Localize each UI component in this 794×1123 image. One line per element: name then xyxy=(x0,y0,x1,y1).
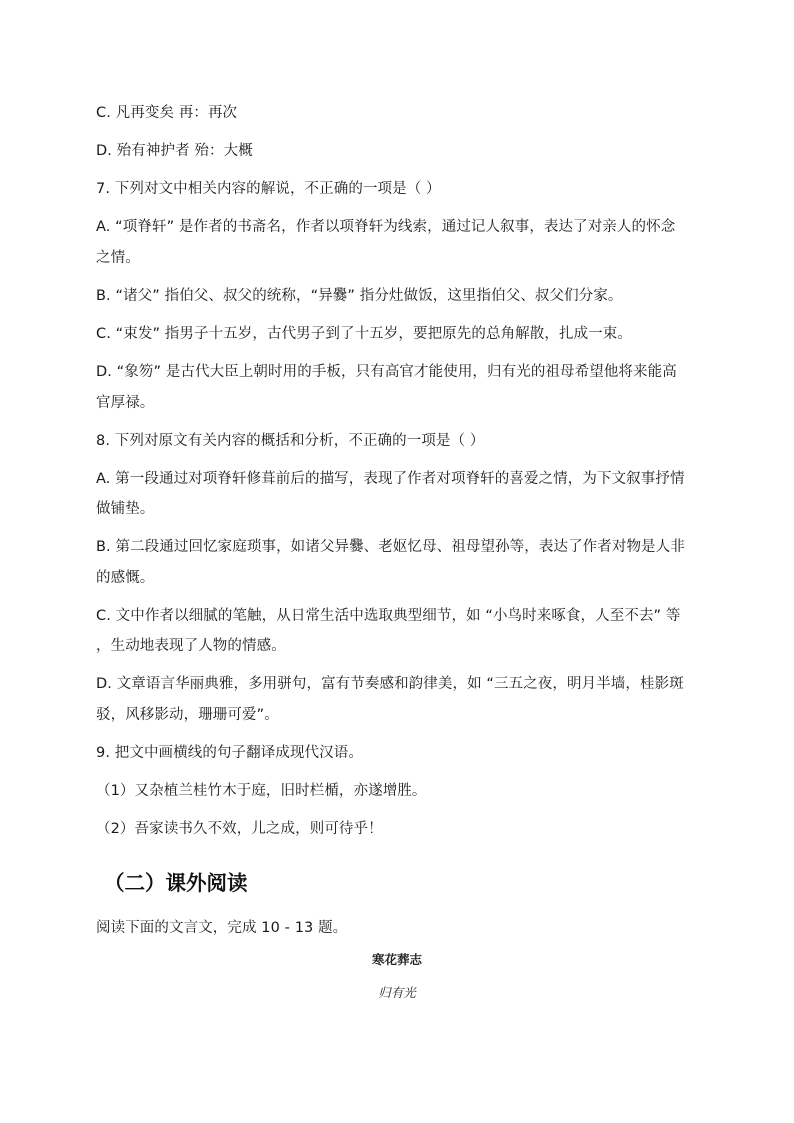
option-b-q8-line2: 的感慨。 xyxy=(96,570,155,586)
option-c-q8-line1: C. 文中作者以细腻的笔触，从日常生活中选取典型细节，如 “小鸟时来啄食，人至不去” 等 xyxy=(96,608,681,624)
option-c-q8-line2: ，生动地表现了人物的情感。 xyxy=(96,638,286,654)
question-7: 7. 下列对文中相关内容的解说，不正确的一项是（ ） xyxy=(96,181,441,197)
option-b-q7: B. “诸父” 指伯父、叔父的统称，“异爨” 指分灶做饭，这里指伯父、叔父们分家。 xyxy=(96,288,623,304)
option-a-q8-line1: A. 第一段通过对项脊轩修葺前后的描写，表现了作者对项脊轩的喜爱之情，为下文叙事抒情 xyxy=(96,471,685,487)
question-9: 9. 把文中画横线的句子翻译成现代汉语。 xyxy=(96,745,363,761)
passage-title: 寒花葬志 xyxy=(371,952,422,967)
section-heading: （二）课外阅读 xyxy=(104,871,248,895)
option-c-q7: C. “束发” 指男子十五岁，古代男子到了十五岁，要把原先的总角解散，扎成一束。 xyxy=(96,326,632,342)
option-d-q8-line1: D. 文章语言华丽典雅，多用骈句，富有节奏感和韵律美，如 “三五之夜，明月半墙，桂影斑 xyxy=(96,676,684,692)
q9-sentence-2: （2）吾家读书久不效，儿之成，则可待乎！ xyxy=(96,821,383,837)
option-a-q7-line2: 之情。 xyxy=(96,250,140,266)
option-a-q7-line1: A. “项脊轩” 是作者的书斋名，作者以项脊轩为线索，通过记人叙事，表达了对亲人的怀念 xyxy=(96,219,676,235)
q9-sentence-1: （1）又杂植兰桂竹木于庭，旧时栏楯，亦遂增胜。 xyxy=(96,783,427,799)
option-a-q8-line2: 做铺垫。 xyxy=(96,501,155,517)
option-c-q6: C. 凡再变矣 再：再次 xyxy=(96,105,238,121)
passage-author: 归有光 xyxy=(378,985,416,1000)
option-d-q7-line1: D. “象笏” 是古代大臣上朝时用的手板，只有高官才能使用，归有光的祖母希望他将来能高 xyxy=(96,364,677,380)
reading-instruction: 阅读下面的文言文，完成 10 - 13 题。 xyxy=(96,920,348,936)
option-d-q8-line2: 驳，风移影动，珊珊可爱”。 xyxy=(96,707,279,723)
option-b-q8-line1: B. 第二段通过回忆家庭琐事，如诸父异爨、老妪忆母、祖母望孙等，表达了作者对物是人非 xyxy=(96,539,685,555)
option-d-q7-line2: 官厚禄。 xyxy=(96,395,155,411)
question-8: 8. 下列对原文有关内容的概括和分析，不正确的一项是（ ） xyxy=(96,433,485,449)
option-d-q6: D. 殆有神护者 殆：大概 xyxy=(96,143,253,159)
